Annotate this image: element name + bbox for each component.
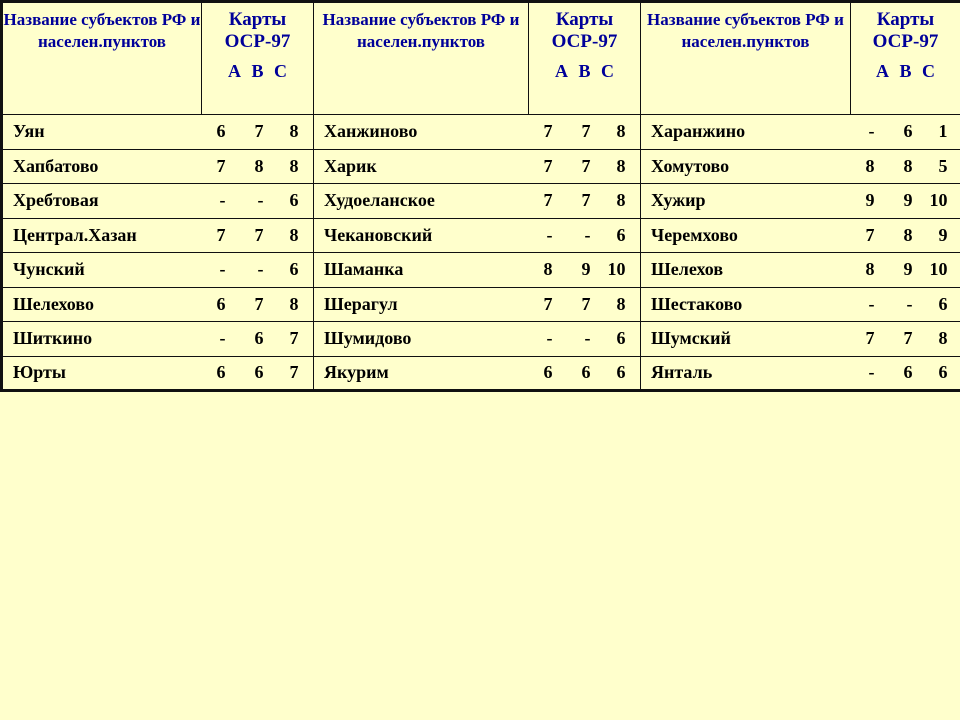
table-row bbox=[2, 322, 960, 357]
value-b: 6 bbox=[254, 362, 264, 383]
value-a: - bbox=[546, 328, 553, 349]
map-values bbox=[851, 287, 960, 322]
table-row bbox=[2, 253, 960, 288]
value-a: 6 bbox=[216, 121, 226, 142]
value-a: - bbox=[219, 328, 226, 349]
header-maps-2: Карты ОСР-97 А В С bbox=[529, 2, 641, 115]
value-c: 8 bbox=[616, 155, 626, 176]
header-abc-2: А В С bbox=[554, 61, 614, 81]
value-b: 7 bbox=[581, 155, 591, 176]
map-values bbox=[202, 115, 314, 150]
map-values bbox=[851, 115, 960, 150]
value-b: 6 bbox=[903, 121, 913, 142]
map-values bbox=[851, 184, 960, 219]
map-values bbox=[851, 253, 960, 288]
table-row bbox=[2, 149, 960, 184]
map-values bbox=[529, 149, 641, 184]
map-values bbox=[202, 322, 314, 357]
value-a: 7 bbox=[216, 155, 226, 176]
value-b: 7 bbox=[254, 121, 264, 142]
value-b: 7 bbox=[581, 190, 591, 211]
settlement-name: Шелехово bbox=[2, 287, 202, 322]
value-b: - bbox=[584, 328, 591, 349]
value-c: 6 bbox=[616, 362, 626, 383]
value-c: 8 bbox=[616, 190, 626, 211]
value-c: 8 bbox=[616, 121, 626, 142]
value-b: 6 bbox=[903, 362, 913, 383]
header-maps-1: Карты ОСР-97 А В С bbox=[202, 2, 314, 115]
value-c: 7 bbox=[289, 362, 299, 383]
map-values bbox=[529, 356, 641, 391]
map-values bbox=[529, 253, 641, 288]
value-b: 8 bbox=[903, 155, 913, 176]
table-row bbox=[2, 356, 960, 391]
value-c: 9 bbox=[938, 224, 948, 245]
value-b: 7 bbox=[581, 121, 591, 142]
value-b: - bbox=[257, 259, 264, 280]
header-abc-1: А В С bbox=[227, 61, 287, 81]
map-values bbox=[202, 287, 314, 322]
value-a: 6 bbox=[543, 362, 553, 383]
map-values bbox=[851, 218, 960, 253]
value-c: 1 bbox=[938, 121, 948, 142]
map-values bbox=[529, 287, 641, 322]
map-values bbox=[202, 356, 314, 391]
value-c: 7 bbox=[289, 328, 299, 349]
settlement-name: Черемхово bbox=[641, 218, 851, 253]
value-b: - bbox=[257, 190, 264, 211]
value-c: 8 bbox=[289, 224, 299, 245]
map-values bbox=[851, 356, 960, 391]
map-values bbox=[851, 322, 960, 357]
value-a: 7 bbox=[543, 121, 553, 142]
value-c: 6 bbox=[616, 328, 626, 349]
map-values bbox=[202, 149, 314, 184]
settlement-name: Чунский bbox=[2, 253, 202, 288]
value-a: 7 bbox=[865, 224, 875, 245]
value-c: 8 bbox=[938, 328, 948, 349]
settlement-name: Хомутово bbox=[641, 149, 851, 184]
value-a: 7 bbox=[543, 190, 553, 211]
header-maps-3: Карты ОСР-97 А В С bbox=[851, 2, 960, 115]
value-a: 6 bbox=[216, 293, 226, 314]
map-values bbox=[529, 115, 641, 150]
settlement-name: Шумский bbox=[641, 322, 851, 357]
settlement-name: Шиткино bbox=[2, 322, 202, 357]
value-a: - bbox=[868, 362, 875, 383]
table-row bbox=[2, 287, 960, 322]
value-a: 7 bbox=[216, 224, 226, 245]
value-b: 7 bbox=[903, 328, 913, 349]
table-row bbox=[2, 184, 960, 219]
map-values bbox=[529, 322, 641, 357]
value-a: - bbox=[546, 224, 553, 245]
header-name-3: Название субъектов РФ и населен.пунктов bbox=[641, 2, 851, 115]
header-row bbox=[2, 2, 960, 115]
value-c: 8 bbox=[289, 155, 299, 176]
map-values bbox=[851, 149, 960, 184]
settlement-name: Уян bbox=[2, 115, 202, 150]
header-name-1: Название субъектов РФ и населен.пунктов bbox=[2, 2, 202, 115]
map-values bbox=[202, 184, 314, 219]
value-c: 6 bbox=[289, 190, 299, 211]
value-a: - bbox=[219, 259, 226, 280]
value-b: 8 bbox=[903, 224, 913, 245]
table-row bbox=[2, 115, 960, 150]
settlement-name: Чекановский bbox=[314, 218, 529, 253]
value-b: 7 bbox=[581, 293, 591, 314]
settlement-name: Шестаково bbox=[641, 287, 851, 322]
value-b: 9 bbox=[581, 259, 591, 280]
settlement-name: Юрты bbox=[2, 356, 202, 391]
value-c: 6 bbox=[938, 293, 948, 314]
value-a: 7 bbox=[543, 293, 553, 314]
value-c: 10 bbox=[607, 259, 626, 280]
value-b: 7 bbox=[254, 293, 264, 314]
value-b: 6 bbox=[581, 362, 591, 383]
value-c: 10 bbox=[929, 259, 948, 280]
map-values bbox=[529, 218, 641, 253]
settlement-name: Шелехов bbox=[641, 253, 851, 288]
settlement-name: Хребтовая bbox=[2, 184, 202, 219]
value-a: - bbox=[868, 121, 875, 142]
settlement-name: Ханжиново bbox=[314, 115, 529, 150]
value-a: 7 bbox=[865, 328, 875, 349]
value-a: 6 bbox=[216, 362, 226, 383]
settlement-name: Шаманка bbox=[314, 253, 529, 288]
settlement-name: Худоеланское bbox=[314, 184, 529, 219]
value-a: 8 bbox=[543, 259, 553, 280]
value-c: 8 bbox=[616, 293, 626, 314]
value-c: 10 bbox=[929, 190, 948, 211]
value-c: 8 bbox=[289, 293, 299, 314]
value-b: 9 bbox=[903, 259, 913, 280]
header-name-2: Название субъектов РФ и населен.пунктов bbox=[314, 2, 529, 115]
map-values bbox=[202, 253, 314, 288]
settlement-name: Харанжино bbox=[641, 115, 851, 150]
settlement-name: Якурим bbox=[314, 356, 529, 391]
value-a: 9 bbox=[865, 190, 875, 211]
header-abc-3: А В С bbox=[875, 61, 935, 81]
value-a: - bbox=[868, 293, 875, 314]
value-a: 8 bbox=[865, 259, 875, 280]
settlement-name: Шерагул bbox=[314, 287, 529, 322]
value-b: - bbox=[584, 224, 591, 245]
settlement-name: Янталь bbox=[641, 356, 851, 391]
table-row bbox=[2, 218, 960, 253]
settlement-name: Хапбатово bbox=[2, 149, 202, 184]
value-b: 7 bbox=[254, 224, 264, 245]
settlement-name: Шумидово bbox=[314, 322, 529, 357]
value-c: 6 bbox=[289, 259, 299, 280]
map-values bbox=[202, 218, 314, 253]
value-b: 8 bbox=[254, 155, 264, 176]
value-b: 9 bbox=[903, 190, 913, 211]
value-a: 7 bbox=[543, 155, 553, 176]
value-b: 6 bbox=[254, 328, 264, 349]
value-c: 6 bbox=[616, 224, 626, 245]
value-a: 8 bbox=[865, 155, 875, 176]
value-c: 5 bbox=[938, 155, 948, 176]
settlement-name: Хужир bbox=[641, 184, 851, 219]
value-c: 6 bbox=[938, 362, 948, 383]
map-values bbox=[529, 184, 641, 219]
settlement-name: Централ.Хазан bbox=[2, 218, 202, 253]
value-a: - bbox=[219, 190, 226, 211]
value-c: 8 bbox=[289, 121, 299, 142]
value-b: - bbox=[906, 293, 913, 314]
settlement-name: Харик bbox=[314, 149, 529, 184]
